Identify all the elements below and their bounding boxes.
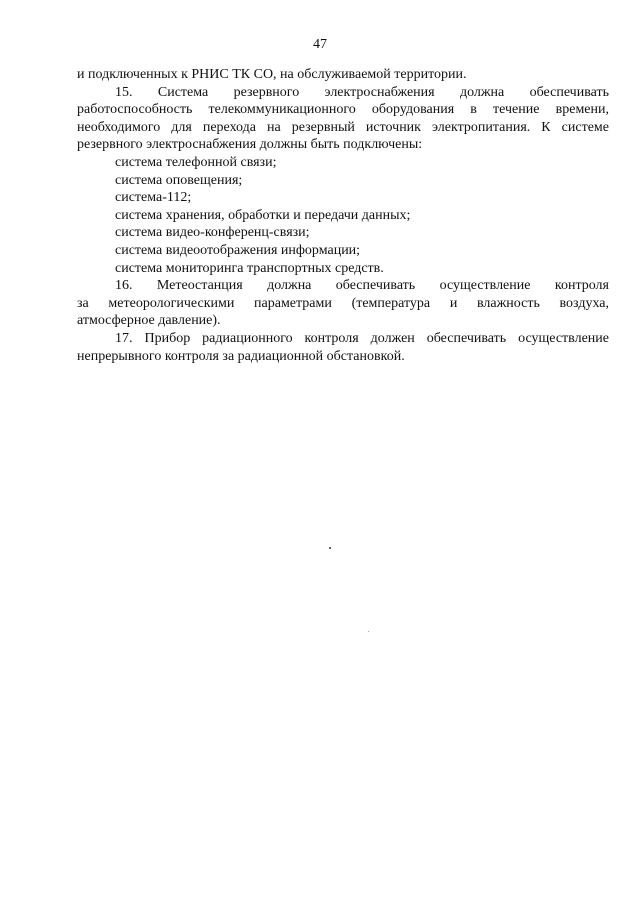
paragraph-15-line-4: резервного электроснабжения должны быть подключены: xyxy=(77,137,423,153)
list-item-data-processing: система хранения, обработки и передачи данных; xyxy=(115,207,411,223)
scan-speck xyxy=(368,631,369,632)
paragraph-15-line-2: работоспособность телекоммуникационного оборудования в течение времени, xyxy=(77,102,609,118)
paragraph-17-line-2: непрерывного контроля за радиационной обстановкой. xyxy=(77,348,405,364)
page-number: 47 xyxy=(313,37,327,52)
scan-speck xyxy=(329,547,331,549)
list-item-alerting: система оповещения; xyxy=(115,172,243,188)
list-item-112: система-112; xyxy=(115,190,192,206)
connected-systems-list xyxy=(77,154,609,277)
list-item-video-display: система видеоотображения информации; xyxy=(115,242,361,258)
paragraph-15-line-1: 15. Система резервного электроснабжения должна обеспечивать xyxy=(115,84,609,100)
list-item-telephone: система телефонной связи; xyxy=(115,154,277,170)
paragraph-16-line-3: атмосферное давление). xyxy=(77,313,221,329)
list-item-vehicle-monitoring: система мониторинга транспортных средств. xyxy=(115,260,384,276)
continuation-line: и подключенных к РНИС ТК СО, на обслуживаемой территории. xyxy=(77,67,467,82)
paragraph-16-line-2: за метеорологическими параметрами (температура и влажность воздуха, xyxy=(77,295,609,311)
paragraph-16-line-1: 16. Метеостанция должна обеспечивать осуществление контроля xyxy=(115,278,609,294)
list-item-video-conference: система видео-конференц-связи; xyxy=(115,225,310,241)
paragraph-15-line-3: необходимого для перехода на резервный источник электропитания. К системе xyxy=(77,119,609,135)
paragraph-17-line-1: 17. Прибор радиационного контроля должен обеспечивать осуществление xyxy=(115,330,609,346)
document-body xyxy=(77,66,609,365)
